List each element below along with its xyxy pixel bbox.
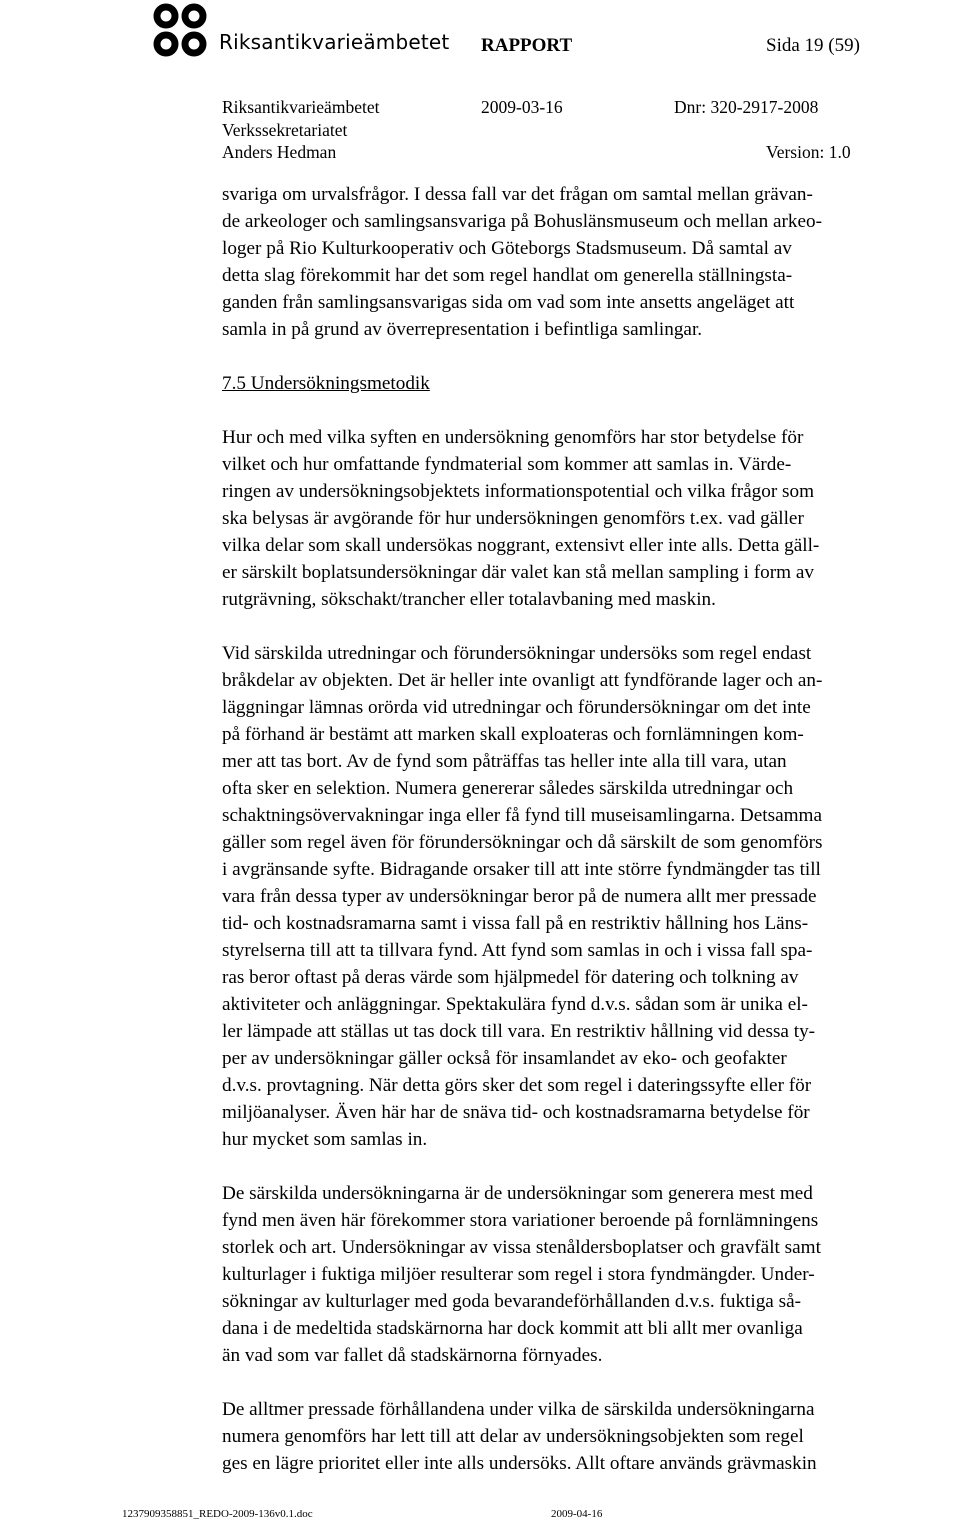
text-line: ringen av undersökningsobjektets informationspotential och vilka frågor som bbox=[222, 481, 815, 502]
text-line: ska belysas är avgörande för hur undersökningen genomförs t.ex. vad gäller bbox=[222, 508, 804, 529]
meta-author: Anders Hedman bbox=[222, 142, 337, 162]
section-heading: 7.5 Undersökningsmetodik bbox=[222, 373, 430, 394]
text-line: läggningar lämnas orörda vid utredningar och förundersökningar om det inte bbox=[222, 697, 811, 718]
text-line: ras beror oftast på deras värde som hjälpmedel för datering och tolkning av bbox=[222, 967, 799, 988]
text-line: vilket och hur omfattande fyndmaterial som kommer att samlas in. Värde- bbox=[222, 454, 792, 475]
text-line: detta slag förekommit har det som regel handlat om generella ställningsta- bbox=[222, 265, 793, 286]
text-line: Vid särskilda utredningar och förundersökningar undersöks som regel endast bbox=[222, 643, 812, 664]
text-line: mer att tas bort. Av de fynd som påträffas tas heller inte alla till vara, utan bbox=[222, 751, 787, 772]
meta-organization: Riksantikvarieämbetet bbox=[222, 97, 380, 117]
text-line: storlek och art. Undersökningar av vissa stenåldersboplatser och gravfält samt bbox=[222, 1237, 821, 1258]
text-line: aktiviteter och anläggningar. Spektakulära fynd d.v.s. sådan som är unika el- bbox=[222, 994, 808, 1015]
document-type: RAPPORT bbox=[481, 35, 573, 56]
text-line: d.v.s. provtagning. När detta görs sker det som regel i dateringssyfte eller för bbox=[222, 1075, 812, 1096]
text-line: schaktningsövervakningar inga eller få fynd till museisamlingarna. Detsamma bbox=[222, 805, 822, 826]
paragraph-2 bbox=[222, 424, 960, 613]
text-line: De alltmer pressade förhållandena under vilka de särskilda undersökningarna bbox=[222, 1399, 815, 1420]
paragraph-1 bbox=[222, 181, 960, 343]
text-line: svariga om urvalsfrågor. I dessa fall var det frågan om samtal mellan grävan- bbox=[222, 184, 813, 205]
text-line: sökningar av kulturlager med goda bevarandeförhållanden d.v.s. fuktiga så- bbox=[222, 1291, 801, 1312]
text-line: miljöanalyser. Även här har de snäva tid- och kostnadsramarna betydelse för bbox=[222, 1102, 810, 1123]
text-line: tid- och kostnadsramarna samt i vissa fall på en restriktiv hållning hos Läns- bbox=[222, 913, 809, 934]
text-line: De särskilda undersökningarna är de undersökningar som generera mest med bbox=[222, 1183, 813, 1204]
text-line: än vad som var fallet då stadskärnorna förnyades. bbox=[222, 1345, 603, 1366]
text-line: på förhand är bestämt att marken skall exploateras och fornlämningen kom- bbox=[222, 724, 804, 745]
footer-date: 2009-04-16 bbox=[551, 1508, 603, 1520]
text-line: rutgrävning, sökschakt/trancher eller totalavbaning med maskin. bbox=[222, 589, 716, 610]
meta-version: Version: 1.0 bbox=[766, 142, 851, 162]
text-line: kulturlager i fuktiga miljöer resulterar som regel i stora fyndmängder. Under- bbox=[222, 1264, 815, 1285]
text-line: ler lämpade att ställas ut tas dock till vara. En restriktiv hållning vid dessa ty- bbox=[222, 1021, 816, 1042]
paragraph-4 bbox=[222, 1180, 960, 1369]
text-line: vara från dessa typer av undersökningar beror på de numera allt mer pressade bbox=[222, 886, 817, 907]
text-line: styrelserna till att ta tillvara fynd. Att fynd som samlas in och i vissa fall spa- bbox=[222, 940, 813, 961]
text-line: per av undersökningar gäller också för insamlandet av eko- och geofakter bbox=[222, 1048, 787, 1069]
text-line: loger på Rio Kulturkooperativ och Göteborgs Stadsmuseum. Då samtal av bbox=[222, 238, 792, 259]
text-line: hur mycket som samlas in. bbox=[222, 1129, 428, 1150]
text-line: ofta sker en selektion. Numera genererar således särskilda utredningar och bbox=[222, 778, 794, 799]
meta-department: Verkssekretariatet bbox=[222, 120, 348, 140]
text-line: gäller som regel även för förundersökningar och då särskilt de som genomförs bbox=[222, 832, 823, 853]
text-line: i avgränsande syfte. Bidragande orsaker till att inte större fyndmängder tas till bbox=[222, 859, 821, 880]
organization-logotype: Riksantikvarieämbetet bbox=[219, 30, 450, 54]
text-line: Hur och med vilka syften en undersökning genomförs har stor betydelse för bbox=[222, 427, 804, 448]
riksantikvarieambetet-logo-icon bbox=[150, 2, 210, 58]
text-line: ges en lägre prioritet eller inte alls undersöks. Allt oftare används grävmaskin bbox=[222, 1453, 817, 1474]
text-line: bråkdelar av objekten. Det är heller inte ovanligt att fyndförande lager och an- bbox=[222, 670, 823, 691]
text-line: er särskilt boplatsundersökningar där valet kan stå mellan sampling i form av bbox=[222, 562, 814, 583]
text-line: de arkeologer och samlingsansvariga på Bohuslänsmuseum och mellan arkeo- bbox=[222, 211, 822, 232]
text-line: numera genomförs har lett till att delar av undersökningsobjekten som regel bbox=[222, 1426, 804, 1447]
text-line: samla in på grund av överrepresentation i befintliga samlingar. bbox=[222, 319, 703, 340]
meta-date: 2009-03-16 bbox=[481, 97, 563, 117]
text-line: vilka delar som skall undersökas noggrant, extensivt eller inte alls. Detta gäll- bbox=[222, 535, 820, 556]
footer-filename: 1237909358851_REDO-2009-136v0.1.doc bbox=[122, 1508, 313, 1520]
text-line: ganden från samlingsansvarigas sida om vad som inte ansetts angeläget att bbox=[222, 292, 795, 313]
paragraph-3 bbox=[222, 640, 960, 1153]
text-line: fynd men även här förekommer stora variationer beroende på fornlämningens bbox=[222, 1210, 819, 1231]
text-line: dana i de medeltida stadskärnorna har dock kommit att bli allt mer ovanliga bbox=[222, 1318, 803, 1339]
page-number: Sida 19 (59) bbox=[766, 35, 860, 56]
meta-dnr: Dnr: 320-2917-2008 bbox=[674, 97, 819, 117]
paragraph-5 bbox=[222, 1396, 960, 1477]
document-body bbox=[222, 181, 960, 1477]
